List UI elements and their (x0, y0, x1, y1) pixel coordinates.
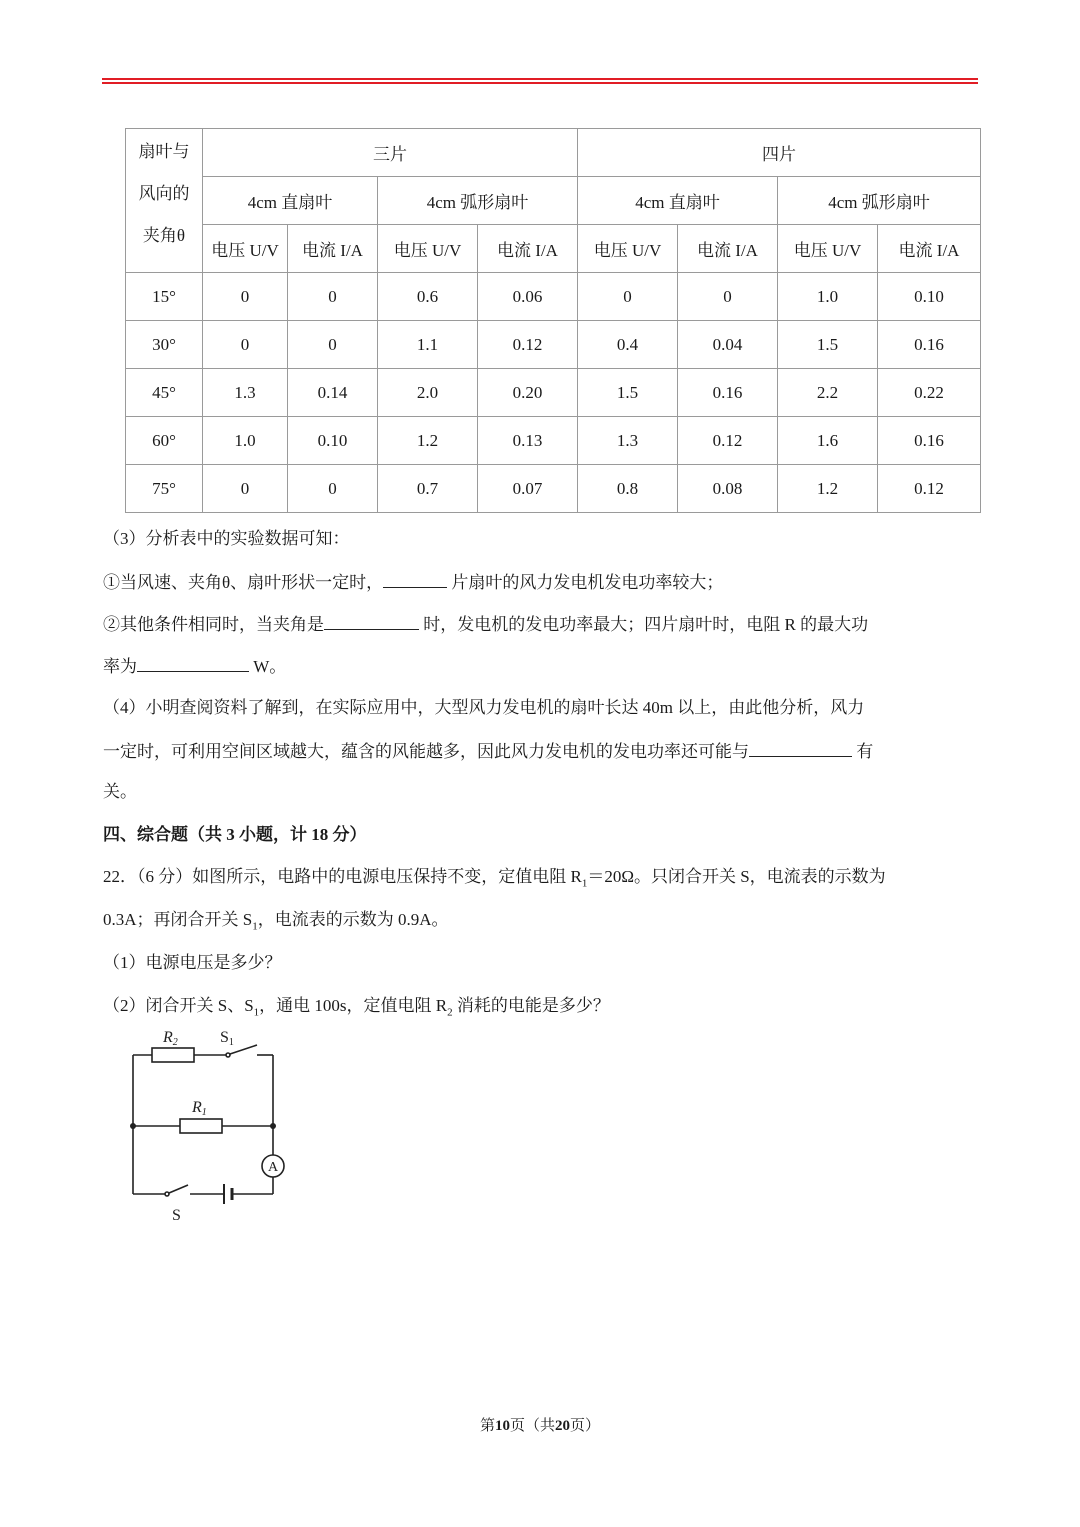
value-cell: 1.6 (778, 417, 878, 465)
value-cell: 0.8 (578, 465, 678, 513)
value-cell: 0.16 (878, 321, 981, 369)
header-rule (102, 78, 978, 86)
value-cell: 0.16 (878, 417, 981, 465)
value-cell: 0.4 (578, 321, 678, 369)
q3-b-text: ②其他条件相同时，当夹角是 (103, 615, 324, 634)
q3-intro: （3）分析表中的实验数据可知： (103, 529, 350, 548)
value-cell: 0.22 (878, 369, 981, 417)
value-cell: 1.3 (203, 369, 288, 417)
measure-header: 电流 I/A (288, 225, 378, 273)
measure-header: 电压 U/V (203, 225, 288, 273)
measure-header: 电压 U/V (778, 225, 878, 273)
s1-label: S1 (220, 1029, 234, 1048)
value-cell: 1.3 (578, 417, 678, 465)
q22-sub: 1 (581, 877, 588, 890)
r2-label: R2 (163, 1029, 178, 1048)
switch-s-pivot (165, 1192, 169, 1196)
switch-s1-blade (230, 1045, 257, 1054)
q22-sub: 1 (252, 920, 258, 933)
q4-line: （4）小明查阅资料了解到，在实际应用中，大型风力发电机的扇叶长达 40m 以上，由此他分析，风力 (103, 698, 865, 717)
switch-s1-pivot (226, 1053, 230, 1057)
subgroup-header: 4cm 弧形扇叶 (778, 177, 981, 225)
value-cell: 0 (288, 273, 378, 321)
q22-text: （2）闭合开关 S、S (103, 996, 254, 1015)
data-row (126, 465, 981, 513)
q22-sub1: （1）电源电压是多少？ (103, 953, 282, 972)
value-cell: 1.0 (778, 273, 878, 321)
value-cell: 0.04 (678, 321, 778, 369)
q22-sub: 1 (253, 1006, 260, 1019)
q4-text: 一定时，可利用空间区域越大，蕴含的风能越多，因此风力发电机的发电功率还可能与 (103, 742, 749, 761)
q22-text: 0.3A；再闭合开关 S (103, 910, 253, 929)
q3-c-text: W。 (249, 657, 287, 676)
header-rule-line (102, 78, 978, 80)
value-cell: 0 (203, 465, 288, 513)
value-cell: 0 (678, 273, 778, 321)
q22-text: ＝20Ω。只闭合开关 S，电流表的示数为 (587, 867, 886, 886)
value-cell: 0.13 (478, 417, 578, 465)
junction-dot (130, 1123, 136, 1129)
measure-header: 电流 I/A (678, 225, 778, 273)
q4-text: 有 (852, 742, 874, 761)
value-cell: 0.12 (678, 417, 778, 465)
value-cell: 1.5 (778, 321, 878, 369)
value-cell: 1.0 (203, 417, 288, 465)
value-cell: 2.2 (778, 369, 878, 417)
measure-header: 电流 I/A (478, 225, 578, 273)
value-cell: 0.6 (378, 273, 478, 321)
ammeter-label: A (267, 1160, 279, 1175)
resistor-r1 (180, 1119, 222, 1133)
experiment-data-table (125, 128, 981, 513)
q3-a-text: ①当风速、夹角θ、扇叶形状一定时， (103, 573, 384, 592)
q3-c-text: 率为 (103, 657, 137, 676)
value-cell: 0.20 (478, 369, 578, 417)
angle-header-line: 扇叶与 (138, 142, 190, 161)
footer-text: 第 (479, 1418, 495, 1434)
angle-header-line: 夹角θ (142, 226, 186, 245)
data-row (126, 321, 981, 369)
q22-line (103, 867, 983, 893)
q4-line (103, 740, 983, 762)
value-cell: 0.12 (878, 465, 981, 513)
q4-line: 关。 (103, 782, 137, 801)
value-cell: 0.10 (288, 417, 378, 465)
data-row (126, 369, 981, 417)
value-cell: 0.16 (678, 369, 778, 417)
value-cell: 0 (578, 273, 678, 321)
value-cell: 0 (203, 321, 288, 369)
data-row (126, 417, 981, 465)
value-cell: 0 (203, 273, 288, 321)
q22-text: ，通电 100s，定值电阻 R (259, 996, 448, 1015)
s-label: S (172, 1207, 181, 1224)
q22-text: 22．（6 分）如图所示，电路中的电源电压保持不变，定值电阻 R (103, 867, 582, 886)
angle-header-cell (126, 129, 203, 273)
q3-b-text: 时，发电机的发电功率最大；四片扇叶时，电阻 R 的最大功 (419, 615, 869, 634)
resistor-r2 (152, 1048, 194, 1062)
q22-sub: 2 (447, 1006, 453, 1019)
value-cell: 0.10 (878, 273, 981, 321)
angle-cell: 60° (126, 417, 203, 465)
value-cell: 1.5 (578, 369, 678, 417)
value-cell: 1.2 (778, 465, 878, 513)
page-footer (0, 1414, 1080, 1435)
angle-cell: 75° (126, 465, 203, 513)
value-cell: 1.1 (378, 321, 478, 369)
q3-a-text: 片扇叶的风力发电机发电功率较大； (447, 573, 724, 592)
angle-cell: 45° (126, 369, 203, 417)
measure-header: 电压 U/V (578, 225, 678, 273)
r1-label: R1 (192, 1099, 207, 1118)
value-cell: 0.07 (478, 465, 578, 513)
angle-cell: 30° (126, 321, 203, 369)
data-rows (126, 273, 981, 513)
q22-sub2 (103, 996, 983, 1022)
value-cell: 0.12 (478, 321, 578, 369)
q22-text: 消耗的电能是多少？ (452, 996, 610, 1015)
switch-s-blade (169, 1185, 188, 1193)
answer-blank[interactable] (137, 655, 249, 672)
measure-header: 电流 I/A (878, 225, 981, 273)
subgroup-header: 4cm 直扇叶 (203, 177, 378, 225)
value-cell: 0.14 (288, 369, 378, 417)
footer-total-pages: 20 (555, 1418, 570, 1434)
q22-line (103, 910, 983, 936)
group-header-three: 三片 (203, 129, 578, 177)
answer-blank[interactable] (749, 740, 852, 757)
measure-header: 电压 U/V (378, 225, 478, 273)
angle-header-line: 风向的 (138, 184, 190, 203)
q3-part-b (103, 613, 983, 635)
value-cell: 0.08 (678, 465, 778, 513)
data-row (126, 273, 981, 321)
subgroup-header: 4cm 直扇叶 (578, 177, 778, 225)
value-cell: 0 (288, 321, 378, 369)
value-cell: 1.2 (378, 417, 478, 465)
value-cell: 0.7 (378, 465, 478, 513)
footer-text: 页（共 (509, 1418, 555, 1434)
header-rule-line (102, 82, 978, 84)
value-cell: 0.06 (478, 273, 578, 321)
answer-blank[interactable] (324, 613, 419, 630)
footer-text: 页） (570, 1418, 601, 1434)
q3-part-c (103, 655, 983, 677)
section-heading: 四、综合题（共 3 小题，计 18 分） (103, 825, 367, 844)
footer-page-number: 10 (494, 1418, 510, 1434)
subgroup-header: 4cm 弧形扇叶 (378, 177, 578, 225)
junction-dot (270, 1123, 276, 1129)
circuit-diagram (120, 1022, 300, 1227)
q22-text: ，电流表的示数为 0.9A。 (257, 910, 449, 929)
answer-blank[interactable] (383, 571, 447, 588)
q3-part-a (103, 571, 983, 593)
angle-cell: 15° (126, 273, 203, 321)
group-header-four: 四片 (578, 129, 981, 177)
value-cell: 2.0 (378, 369, 478, 417)
value-cell: 0 (288, 465, 378, 513)
